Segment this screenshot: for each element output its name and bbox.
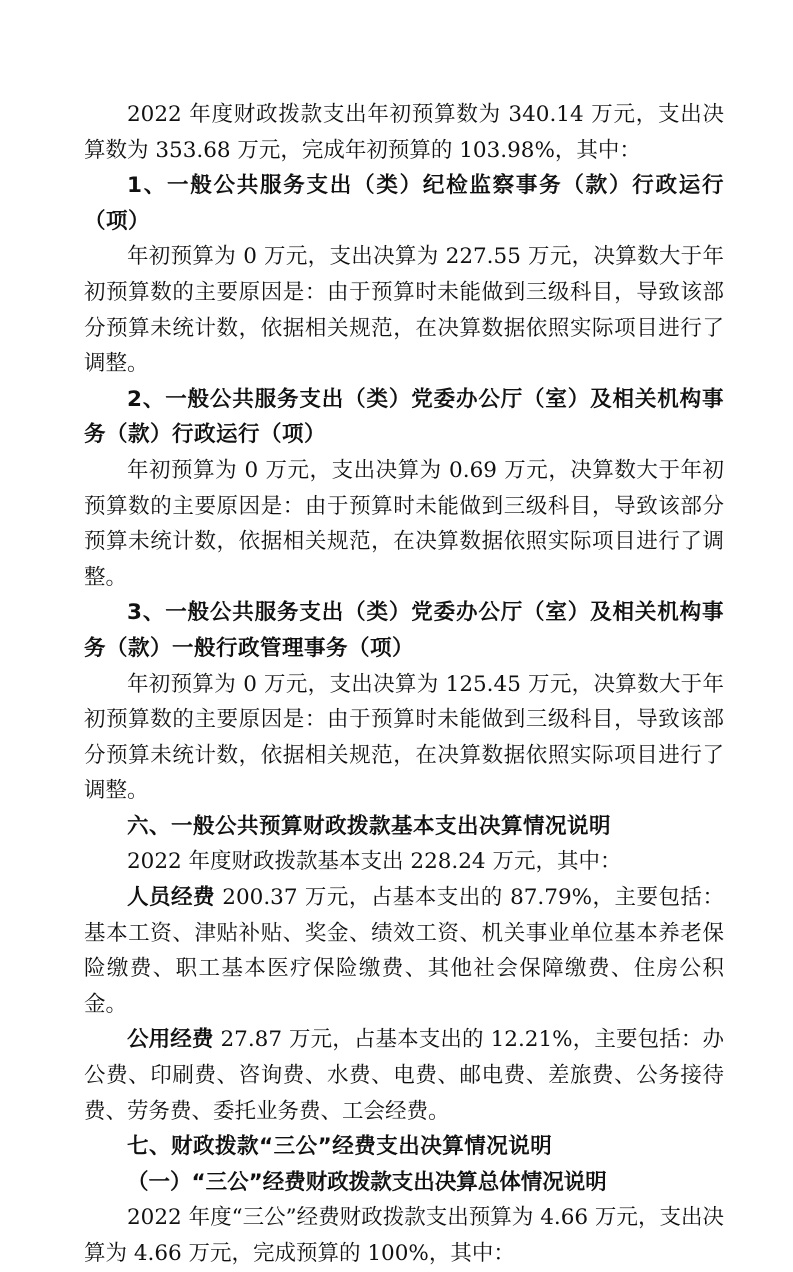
section-heading-7: 七、财政拨款“三公”经费支出决算情况说明 [127, 1134, 553, 1160]
public-cost-text: 27.87 万元，占基本支出的 12.21%，主要包括：办公费、印刷费、咨询费、水费、电费、邮电费、差旅费、公务接待费、劳务费、委托业务费、工会经费。 [84, 1027, 724, 1124]
paragraph-total-budget: 2022 年度财政拨款支出年初预算数为 340.14 万元，支出决算数为 353.68 万元，完成年初预算的 103.98%，其中： [84, 102, 724, 163]
paragraph-personnel-cost [84, 880, 724, 1022]
personnel-cost-text: 200.37 万元，占基本支出的 87.79%，主要包括：基本工资、津贴补贴、奖金、绩效工资、机关事业单位基本养老保险缴费、职工基本医疗保险缴费、其他社会保障缴费、住房公积金。 [84, 885, 724, 1017]
paragraph-item-3: 年初预算为 0 万元，支出决算为 125.45 万元，决算数大于年初预算数的主要原因是：由于预算时未能做到三级科目，导致该部分预算未统计数，依据相关规范，在决算数据依照实际项目进行了调整。 [84, 671, 724, 804]
subsection-heading-1: （一）“三公”经费财政拨款支出决算总体情况说明 [127, 1169, 607, 1195]
paragraph-three-public-expenses: 2022 年度“三公”经费财政拨款支出预算为 4.66 万元，支出决算为 4.66 万元，完成预算的 100%，其中： [84, 1205, 724, 1266]
heading-item-3: 3、一般公共服务支出（类）党委办公厅（室）及相关机构事务（款）一般行政管理事务（项） [84, 600, 724, 661]
heading-item-2: 2、一般公共服务支出（类）党委办公厅（室）及相关机构事务（款）行政运行（项） [84, 386, 724, 448]
paragraph-public-cost [84, 1022, 724, 1129]
paragraph-basic-expenditure: 2022 年度财政拨款基本支出 228.24 万元，其中： [127, 849, 622, 875]
personnel-cost-label: 人员经费 [127, 885, 215, 911]
paragraph-item-2: 年初预算为 0 万元，支出决算为 0.69 万元，决算数大于年初预算数的主要原因是：由于预算时未能做到三级科目，导致该部分预算未统计数，依据相关规范，在决算数据依照实际项目进行了调整。 [84, 457, 724, 590]
public-cost-label: 公用经费 [127, 1027, 214, 1053]
document-body [84, 97, 724, 1272]
section-heading-6: 六、一般公共预算财政拨款基本支出决算情况说明 [127, 813, 612, 839]
paragraph-item-1: 年初预算为 0 万元，支出决算为 227.55 万元，决算数大于年初预算数的主要原因是：由于预算时未能做到三级科目，导致该部分预算未统计数，依据相关规范，在决算数据依照实际项目进行了调整。 [84, 244, 724, 377]
heading-item-1: 1、一般公共服务支出（类）纪检监察事务（款）行政运行（项） [84, 173, 724, 234]
